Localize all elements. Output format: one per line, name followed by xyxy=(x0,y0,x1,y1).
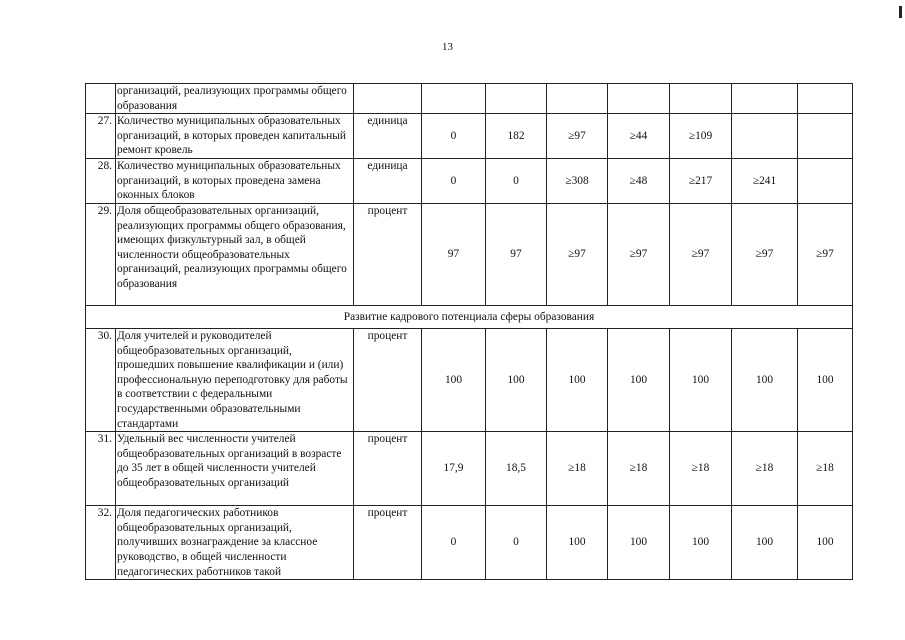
table-row xyxy=(86,203,853,305)
value-cell: 100 xyxy=(608,506,670,580)
value-cell: 0 xyxy=(486,158,547,203)
indicator-name: Количество муниципальных образовательных организаций, в которых проведена замена оконных блоков xyxy=(116,158,354,203)
value-cell: ≥241 xyxy=(732,158,798,203)
indicator-name: Удельный вес численности учителей общеобразовательных организаций в возрасте до 35 лет в общей численности учителей общеобразовательных организаций xyxy=(116,432,354,506)
indicator-name: организаций, реализующих программы общего образования xyxy=(116,84,354,114)
value-cell xyxy=(732,114,798,159)
value-cell: ≥18 xyxy=(608,432,670,506)
value-cell: ≥109 xyxy=(670,114,732,159)
page-number: 13 xyxy=(442,41,453,53)
table-row xyxy=(86,506,853,580)
value-cell: 97 xyxy=(422,203,486,305)
unit-cell: процент xyxy=(354,203,422,305)
value-cell xyxy=(486,84,547,114)
unit-cell: процент xyxy=(354,506,422,580)
indicator-name: Доля педагогических работников общеобразовательных организаций, получивших вознаграждение за классное руководство, в общей численности педагогических работников такой xyxy=(116,506,354,580)
value-cell xyxy=(798,114,853,159)
value-cell: ≥48 xyxy=(608,158,670,203)
value-cell xyxy=(798,158,853,203)
value-cell: 0 xyxy=(422,506,486,580)
value-cell: 100 xyxy=(547,328,608,431)
scan-edge-mark xyxy=(899,6,902,18)
row-number xyxy=(86,84,116,114)
value-cell: 18,5 xyxy=(486,432,547,506)
value-cell: 100 xyxy=(670,506,732,580)
table-row xyxy=(86,432,853,506)
value-cell: ≥217 xyxy=(670,158,732,203)
value-cell: 100 xyxy=(670,328,732,431)
table-row xyxy=(86,84,853,114)
indicator-name: Доля учителей и руководителей общеобразовательных организаций, прошедших повышение квалификации и (или) профессиональную переподготовку для работы в соответствии с федеральными государственными образовательными стандартами xyxy=(116,328,354,431)
unit-cell xyxy=(354,84,422,114)
value-cell: ≥97 xyxy=(798,203,853,305)
unit-cell: процент xyxy=(354,432,422,506)
value-cell: 100 xyxy=(547,506,608,580)
table-row xyxy=(86,328,853,431)
unit-cell: процент xyxy=(354,328,422,431)
value-cell: 100 xyxy=(798,328,853,431)
value-cell: ≥97 xyxy=(547,114,608,159)
value-cell xyxy=(422,84,486,114)
value-cell: ≥308 xyxy=(547,158,608,203)
value-cell xyxy=(732,84,798,114)
value-cell: 100 xyxy=(608,328,670,431)
indicator-name: Доля общеобразовательных организаций, реализующих программы общего образования, имеющих физкультурный зал, в общей численности общеобразовательных организаций, реализующих программы общего образования xyxy=(116,203,354,305)
value-cell: 100 xyxy=(732,328,798,431)
value-cell xyxy=(547,84,608,114)
row-number: 27. xyxy=(86,114,116,159)
section-title: Развитие кадрового потенциала сферы образования xyxy=(86,305,853,328)
value-cell: ≥97 xyxy=(670,203,732,305)
row-number: 31. xyxy=(86,432,116,506)
value-cell: ≥97 xyxy=(732,203,798,305)
indicators-table xyxy=(85,83,853,580)
indicator-name: Количество муниципальных образовательных организаций, в которых проведен капитальный ремонт кровель xyxy=(116,114,354,159)
value-cell: 17,9 xyxy=(422,432,486,506)
row-number: 29. xyxy=(86,203,116,305)
table-row xyxy=(86,158,853,203)
value-cell: ≥18 xyxy=(670,432,732,506)
value-cell: 100 xyxy=(486,328,547,431)
value-cell: 0 xyxy=(486,506,547,580)
value-cell: 0 xyxy=(422,114,486,159)
value-cell: 0 xyxy=(422,158,486,203)
value-cell: 182 xyxy=(486,114,547,159)
value-cell: ≥18 xyxy=(732,432,798,506)
section-header-row xyxy=(86,305,853,328)
value-cell: 97 xyxy=(486,203,547,305)
value-cell: ≥97 xyxy=(608,203,670,305)
unit-cell: единица xyxy=(354,158,422,203)
value-cell: 100 xyxy=(798,506,853,580)
value-cell xyxy=(608,84,670,114)
row-number: 32. xyxy=(86,506,116,580)
row-number: 30. xyxy=(86,328,116,431)
value-cell: ≥18 xyxy=(798,432,853,506)
table-row xyxy=(86,114,853,159)
value-cell: ≥44 xyxy=(608,114,670,159)
value-cell: ≥18 xyxy=(547,432,608,506)
value-cell: 100 xyxy=(422,328,486,431)
row-number: 28. xyxy=(86,158,116,203)
value-cell: 100 xyxy=(732,506,798,580)
value-cell xyxy=(670,84,732,114)
unit-cell: единица xyxy=(354,114,422,159)
value-cell: ≥97 xyxy=(547,203,608,305)
value-cell xyxy=(798,84,853,114)
